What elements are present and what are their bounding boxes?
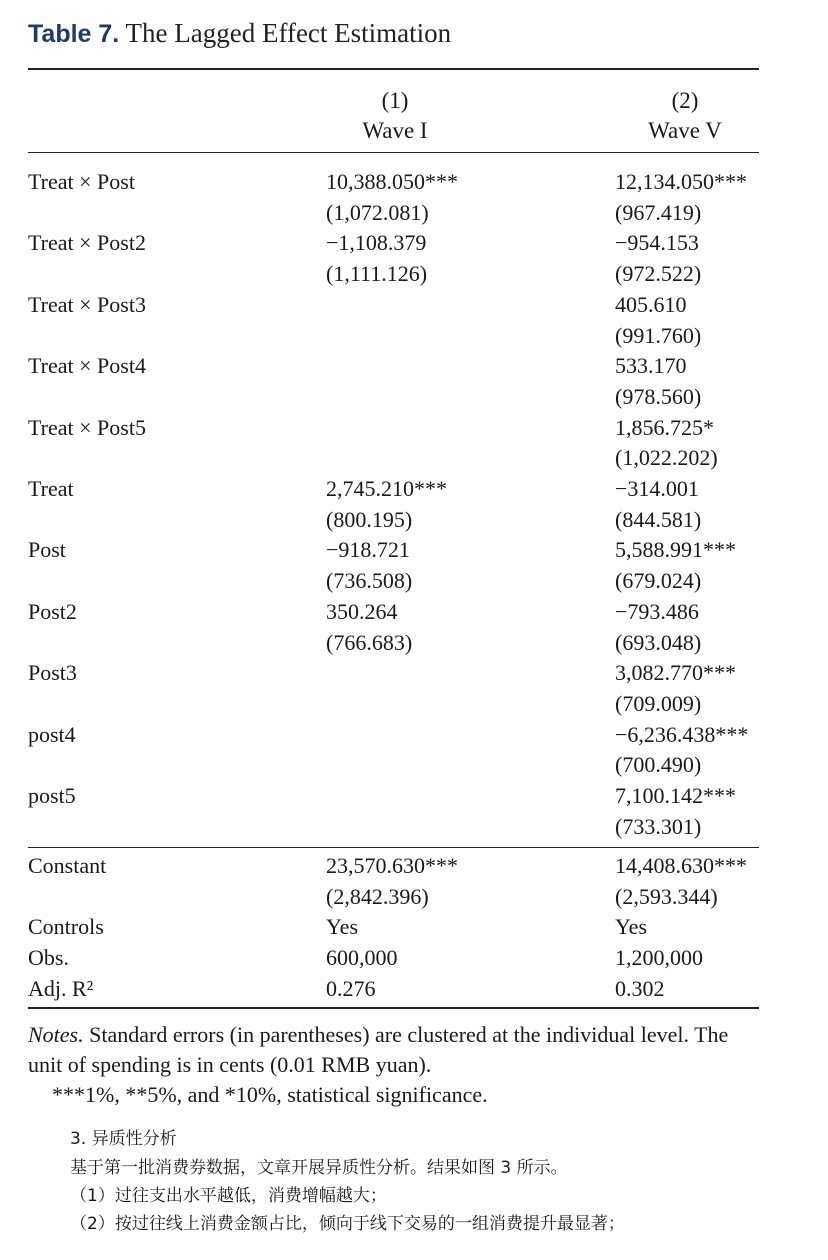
- coef-cell: −793.486: [615, 598, 699, 624]
- row-label: Post: [28, 537, 66, 563]
- section-heading: 3. 异质性分析: [70, 1129, 177, 1149]
- bottom-block-rule: [28, 847, 759, 848]
- column-header-2: [620, 86, 750, 146]
- se-cell: (991.760): [615, 322, 702, 348]
- coef-cell: −1,108.379: [326, 230, 427, 256]
- row-label: Treat × Post4: [28, 353, 146, 379]
- row-label: Treat × Post2: [28, 230, 146, 256]
- value-cell: 14,408.630***: [615, 853, 747, 878]
- row-label: Treat × Post5: [28, 414, 146, 440]
- notes-text: Standard errors (in parentheses) are clustered at the individual level. The unit of spending is in cents (0.01 RMB yuan).: [28, 1022, 729, 1077]
- coef-cell: −6,236.438***: [615, 721, 749, 747]
- coef-cell: 533.170: [615, 353, 687, 379]
- row-label: Adj. R²: [28, 975, 94, 1001]
- coef-cell: 10,388.050***: [326, 169, 458, 194]
- notes-lead: Notes.: [28, 1022, 84, 1047]
- value-cell: 600,000: [326, 945, 398, 971]
- value-cell: Yes: [615, 914, 648, 940]
- paragraph-line: 基于第一批消费券数据，文章开展异质性分析。结果如图 3 所示。: [70, 1158, 568, 1178]
- row-label: Obs.: [28, 945, 69, 971]
- coef-cell: −314.001: [615, 476, 699, 501]
- se-cell: (1,022.202): [615, 445, 718, 471]
- coef-cell: 7,100.142***: [615, 783, 736, 808]
- value-cell: Yes: [326, 914, 359, 940]
- table-notes: [28, 1020, 768, 1110]
- row-label: Treat × Post3: [28, 291, 146, 317]
- row-label: Treat: [28, 476, 74, 501]
- coef-cell: −954.153: [615, 230, 699, 256]
- se-cell: (693.048): [615, 629, 702, 655]
- row-label: Controls: [28, 914, 104, 940]
- se-cell: (1,072.081): [326, 199, 429, 225]
- coef-cell: 12,134.050***: [615, 169, 747, 194]
- se-cell: (1,111.126): [326, 261, 428, 287]
- row-label: post4: [28, 721, 76, 747]
- top-rule: [28, 68, 759, 70]
- coef-cell: 1,856.725*: [615, 414, 714, 440]
- value-cell: 0.276: [326, 975, 376, 1001]
- se-cell: (709.009): [615, 690, 702, 716]
- coef-cell: 5,588.991***: [615, 537, 736, 563]
- bottom-rule: [28, 1007, 759, 1009]
- column-number: (2): [671, 88, 699, 113]
- se-cell: (967.419): [615, 199, 702, 225]
- se-cell: (736.508): [326, 568, 413, 594]
- table-label: Table 7.: [28, 20, 120, 48]
- value-cell: 1,200,000: [615, 945, 703, 971]
- row-label: Treat × Post: [28, 169, 135, 194]
- column-header-1: [330, 86, 460, 146]
- column-name: Wave V: [648, 118, 722, 143]
- se-cell: (679.024): [615, 568, 702, 594]
- paragraph-line: （2）按过往线上消费金额占比，倾向于线下交易的一组消费提升最显著；: [70, 1214, 625, 1234]
- row-label: Post2: [28, 598, 77, 624]
- table-title-text: The Lagged Effect Estimation: [125, 18, 452, 48]
- table-title: [28, 18, 451, 49]
- coef-cell: 2,745.210***: [326, 476, 447, 501]
- se-cell: (733.301): [615, 813, 702, 839]
- se-cell: (700.490): [615, 752, 702, 778]
- column-number: (1): [381, 88, 409, 113]
- row-label: Post3: [28, 660, 77, 686]
- coef-cell: 405.610: [615, 291, 687, 317]
- se-cell: (844.581): [615, 506, 702, 532]
- column-name: Wave I: [362, 118, 428, 143]
- row-label: Constant: [28, 853, 107, 878]
- coef-cell: 3,082.770***: [615, 660, 736, 686]
- row-label: post5: [28, 783, 76, 808]
- coef-cell: −918.721: [326, 537, 410, 563]
- significance-note: ***1%, **5%, and *10%, statistical significance.: [52, 1082, 488, 1107]
- paragraph-line: （1）过往支出水平越低，消费增幅越大；: [70, 1186, 387, 1206]
- value-cell: 23,570.630***: [326, 853, 458, 878]
- header-rule: [28, 152, 759, 153]
- se-cell: (766.683): [326, 629, 413, 655]
- se-cell: (972.522): [615, 261, 702, 287]
- se-cell: (800.195): [326, 506, 413, 532]
- value-cell: 0.302: [615, 975, 665, 1001]
- se-cell: (978.560): [615, 383, 702, 409]
- coef-cell: 350.264: [326, 598, 398, 624]
- value-cell: (2,842.396): [326, 883, 429, 909]
- value-cell: (2,593.344): [615, 883, 718, 909]
